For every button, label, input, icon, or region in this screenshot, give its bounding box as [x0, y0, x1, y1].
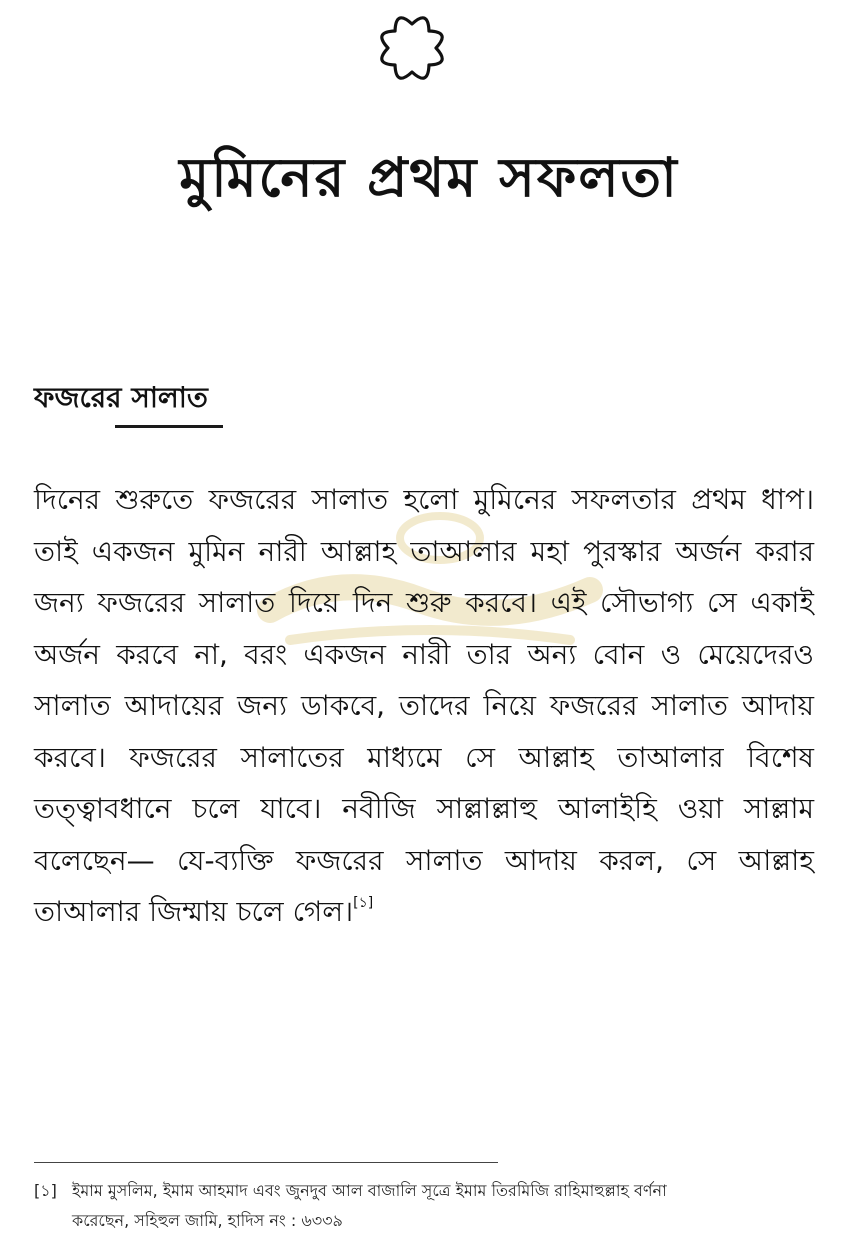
footnote-divider [34, 1162, 498, 1163]
section-heading: ফজরের সালাত [34, 381, 208, 414]
footnote-marker: [১] [34, 1181, 57, 1200]
footnote-line-2: করেছেন, সহিহুল জামি, হাদিস নং : ৬৩৩৯ [72, 1211, 343, 1230]
footnote-reference[interactable]: [১] [353, 895, 374, 911]
section-heading-underline [115, 425, 223, 428]
footnote [34, 1176, 814, 1236]
chapter-title: মুমিনের প্রথম সফলতা [179, 146, 679, 209]
body-paragraph [34, 474, 814, 938]
body-paragraph-text: দিনের শুরুতে ফজরের সালাত হলো মুমিনের সফলতার প্রথম ধাপ। তাই একজন মুমিন নারী আল্লাহ তাআলার মহা পুরস্কার অর্জন করার জন্য ফজরের সালাত দিয়ে দিন শুরু করবে। এই সৌভাগ্য সে একাই অর্জন করবে না, বরং একজন নারী তার অন্য বোন ও মেয়েদেরও সালাত আদায়ের জন্য ডাকবে, তাদের নিয়ে ফজরের সালাত আদায় করবে। ফজরের সালাতের মাধ্যমে সে আল্লাহ তাআলার বিশেষ তত্ত্বাবধানে চলে যাবে। নবীজি সাল্লাল্লাহু আলাইহি ওয়া সাল্লাম বলেছেন— যে-ব্যক্তি ফজরের সালাত আদায় করল, সে আল্লাহ তাআলার জিম্মায় চলে গেল। [34, 483, 814, 928]
eight-petal-flower-icon [370, 6, 454, 90]
footnote-line-1: ইমাম মুসলিম, ইমাম আহমাদ এবং জুনদুব আল বাজালি সূত্রে ইমাম তিরমিজি রাহিমাহুল্লাহ বর্ণনা [72, 1181, 667, 1200]
